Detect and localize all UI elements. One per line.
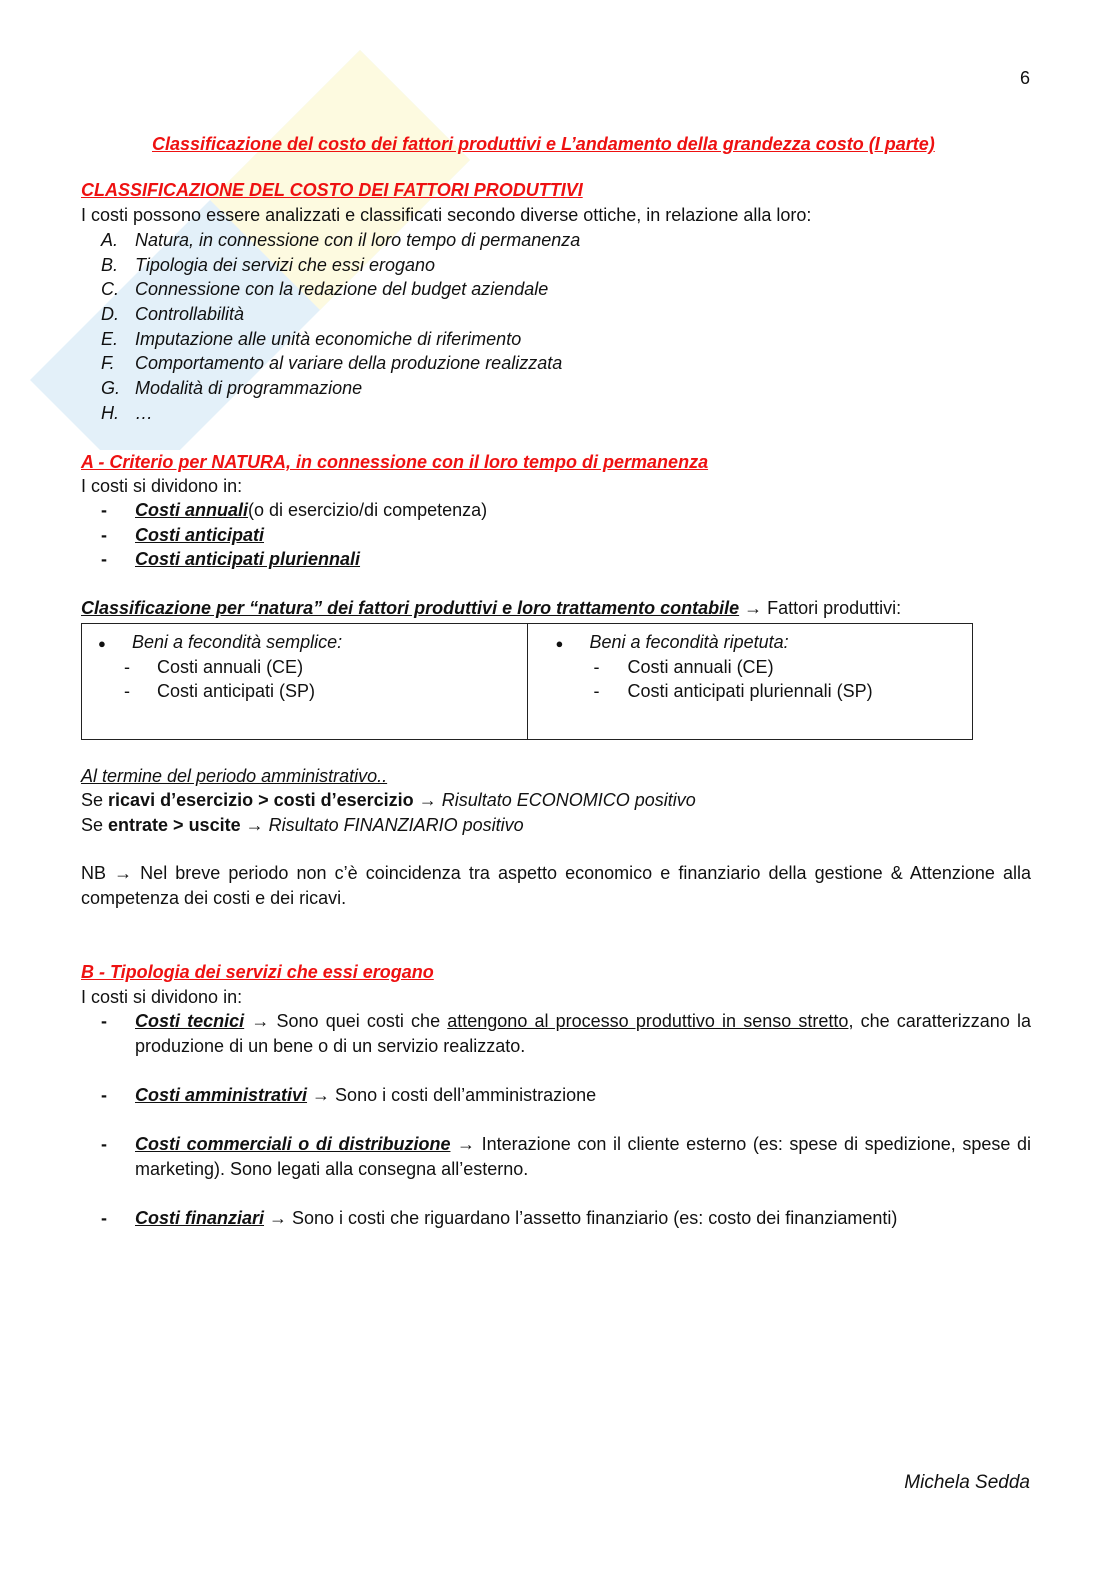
list-item: [81, 277, 580, 302]
dash: -: [101, 1011, 107, 1031]
item-text: Tipologia dei servizi che essi erogano: [135, 254, 436, 275]
item-text: Controllabilità: [135, 304, 245, 325]
financial-result-line: [81, 813, 524, 838]
item-letter: H.: [101, 402, 119, 423]
section-b-heading: B - Tipologia dei servizi che essi erogano: [81, 962, 434, 982]
item-letter: A.: [101, 230, 119, 250]
item-text: (o di esercizio/di competenza): [248, 500, 488, 520]
classification-label: Classificazione per “natura” dei fattori produttivi e loro trattamento contabile: [81, 598, 740, 618]
list-item: [81, 228, 580, 253]
page-title: Classificazione del costo dei fattori produttivi e L’andamento della grandezza costo (I parte): [152, 134, 935, 154]
section-a-intro: I costi si dividono in:: [81, 476, 243, 496]
list-item: [81, 376, 580, 401]
list-item: [81, 327, 580, 352]
t: Risultato FINANZIARIO positivo: [268, 815, 524, 835]
cell-item: Costi anticipati (SP): [157, 681, 316, 702]
item-text: …: [135, 402, 153, 423]
dash: -: [101, 1085, 107, 1105]
table-cell-left: [82, 624, 528, 740]
list-item: [81, 253, 580, 278]
list-item: [81, 401, 580, 426]
t: entrate > uscite: [108, 815, 241, 835]
list-item: [81, 547, 487, 572]
t: ricavi d’esercizio > costi d’esercizio: [108, 790, 414, 810]
t: → Sono i costi che riguardano l’assetto finanziario (es: costo dei finanziamenti): [264, 1208, 898, 1228]
t: Se: [81, 790, 109, 810]
item-bold: Costi tecnici: [135, 1011, 245, 1031]
author-name: Michela Sedda: [904, 1472, 1030, 1493]
section-heading: CLASSIFICAZIONE DEL COSTO DEI FATTORI PRODUTTIVI: [81, 180, 583, 200]
t: → Interazione con il cliente esterno (es: spese di spedizione, spese di marketing). Sono legati alla consegna all’esterno.: [135, 1134, 1031, 1179]
dash: -: [124, 681, 130, 702]
item-text: Connessione con la redazione del budget aziendale: [135, 279, 549, 300]
cell-item: Costi annuali (CE): [627, 656, 774, 677]
dash: -: [101, 500, 107, 520]
list-item: [81, 1009, 1031, 1058]
dash: -: [101, 524, 107, 545]
economic-result-line: [81, 788, 696, 813]
classification-rest: → Fattori produttivi:: [739, 598, 902, 618]
list-item: [81, 351, 580, 376]
item-letter: D.: [101, 304, 119, 325]
term-heading: Al termine del periodo amministrativo..: [81, 766, 388, 786]
item-bold: Costi anticipati pluriennali: [135, 549, 361, 570]
nb-note: NB → Nel breve periodo non c’è coincidenza tra aspetto economico e finanziario della gestione & Attenzione alla competenza dei costi e dei ricavi.: [81, 863, 1031, 908]
t: → Sono i costi dell’amministrazione: [307, 1085, 597, 1105]
item-text: Imputazione alle unità economiche di riferimento: [135, 328, 522, 349]
t: Se: [81, 815, 109, 835]
list-item: [81, 1083, 1031, 1108]
cell-item: Costi annuali (CE): [157, 656, 304, 677]
cell-title: Beni a fecondità semplice:: [132, 632, 343, 652]
list-item: [81, 1132, 1031, 1181]
classification-line: [81, 596, 901, 621]
dash: -: [101, 1208, 107, 1228]
table-cell-right: [527, 624, 973, 740]
list-item: [81, 302, 580, 327]
t: , che caratterizzano la produzione di un bene o di un servizio realizzato.: [135, 1011, 1031, 1056]
dash: -: [101, 549, 107, 570]
list-item: [81, 498, 487, 523]
item-bold: Costi commerciali o di distribuzione: [135, 1134, 451, 1154]
classification-table: [81, 623, 973, 740]
item-text: Natura, in connessione con il loro tempo di permanenza: [135, 230, 581, 250]
t: →: [413, 790, 442, 810]
item-letter: C.: [101, 279, 119, 300]
t: Risultato ECONOMICO positivo: [441, 790, 696, 810]
cell-item: Costi anticipati pluriennali (SP): [627, 681, 873, 702]
list-item: [81, 523, 487, 548]
dash: -: [593, 681, 600, 702]
section-a-heading: A - Criterio per NATURA, in connessione con il loro tempo di permanenza: [81, 452, 709, 472]
item-bold: Costi anticipati: [135, 524, 265, 545]
item-letter: G.: [101, 378, 121, 399]
cell-title: Beni a fecondità ripetuta:: [589, 632, 789, 652]
item-letter: F.: [101, 353, 115, 374]
t: attengono al processo produttivo in senso stretto: [447, 1011, 849, 1031]
section-b-intro: I costi si dividono in:: [81, 987, 243, 1007]
item-letter: E.: [101, 328, 119, 349]
page-number: 6: [1019, 68, 1030, 88]
dash: -: [593, 656, 600, 677]
item-bold: Costi annuali: [135, 500, 249, 520]
t: →: [240, 815, 269, 835]
intro-text: I costi possono essere analizzati e classificati secondo diverse ottiche, in relazione alla loro:: [81, 205, 812, 225]
item-bold: Costi amministrativi: [135, 1085, 308, 1105]
dash: -: [124, 656, 130, 677]
item-bold: Costi finanziari: [135, 1208, 265, 1228]
bullet-icon: ●: [555, 636, 564, 651]
criteria-list: [81, 228, 580, 426]
item-letter: B.: [101, 254, 119, 275]
item-text: Modalità di programmazione: [135, 378, 363, 399]
t: → Sono quei costi che: [244, 1011, 448, 1031]
item-text: Comportamento al variare della produzione realizzata: [135, 353, 563, 374]
dash: -: [101, 1134, 107, 1154]
list-item: [81, 1206, 1031, 1231]
bullet-icon: ●: [98, 636, 106, 651]
cost-types-list: [81, 498, 487, 572]
